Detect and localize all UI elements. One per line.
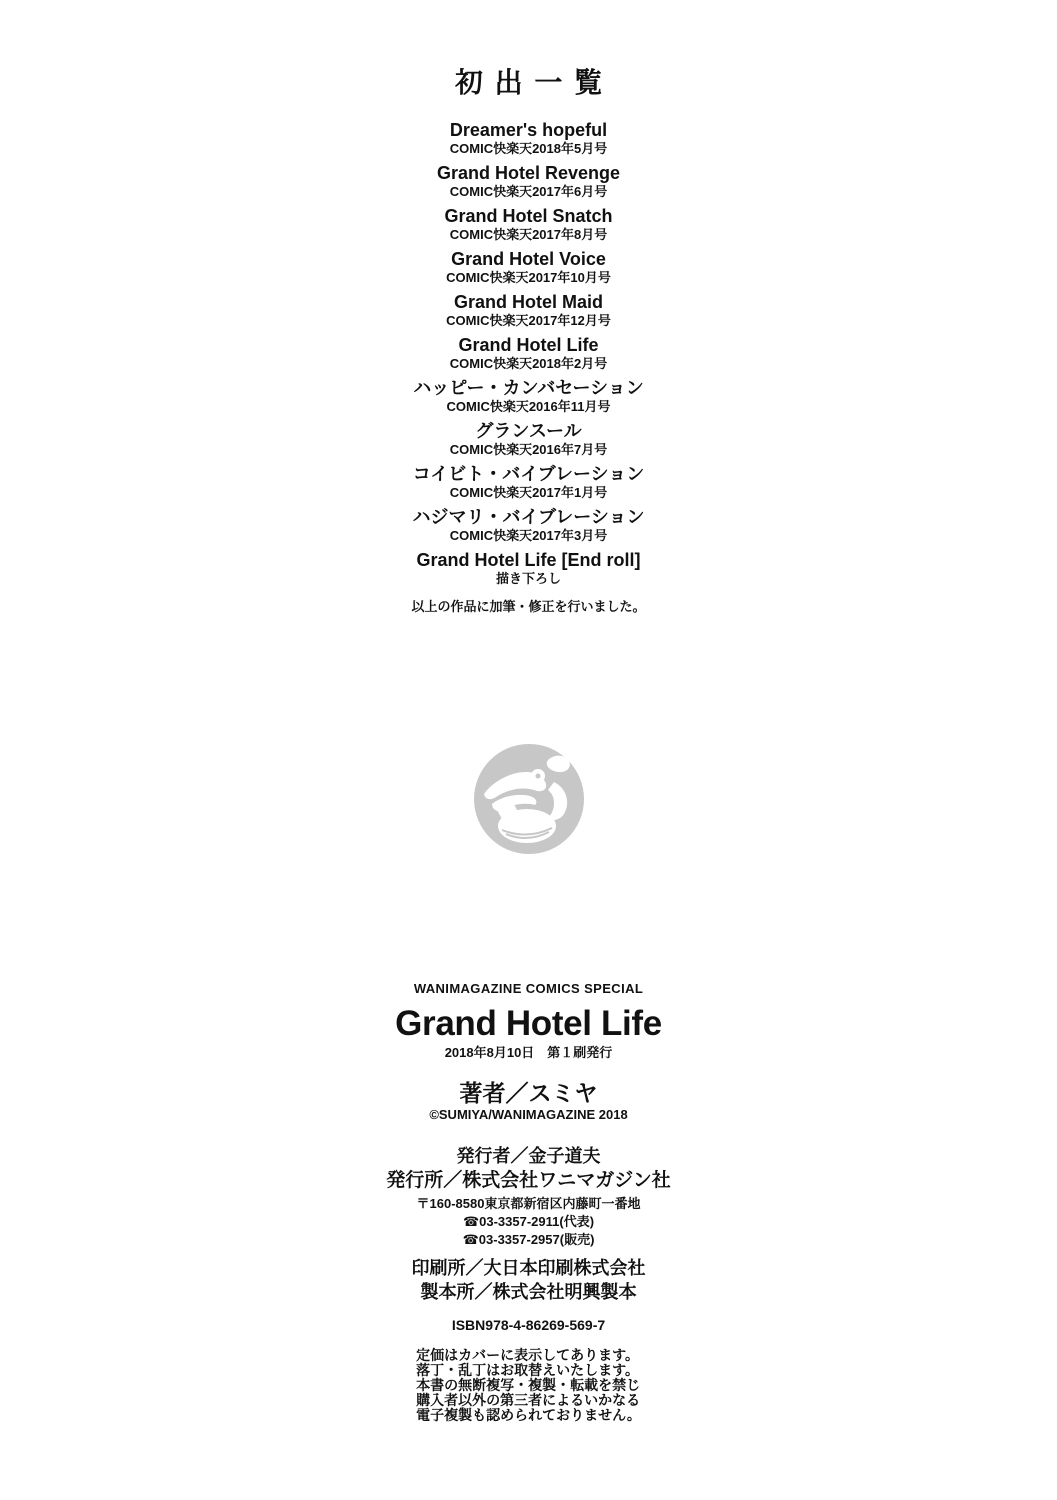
work-title: Grand Hotel Snatch <box>444 206 613 226</box>
legal-notice-block <box>416 1348 641 1423</box>
phone-main-line: ☎03-3357-2911(代表) <box>462 1214 595 1229</box>
notice-line: 落丁・乱丁はお取替えいたします。 <box>416 1362 639 1378</box>
work-title: ハッピー・カンバセーション <box>413 378 644 398</box>
publisher-person-line: 発行者／金子道夫 <box>456 1146 601 1166</box>
notice-line: 本書の無断複写・複製・転載を禁じ <box>416 1377 641 1393</box>
printer-block <box>0 1256 1057 1304</box>
list-item <box>0 378 1057 414</box>
notice-line: 定価はカバーに表示してあります。 <box>416 1347 639 1363</box>
work-source: COMIC快楽天2017年6月号 <box>449 184 608 199</box>
publisher-address-line: 〒160-8580東京都新宿区内藤町一番地 <box>416 1196 641 1211</box>
publication-list <box>0 120 1057 593</box>
work-source: COMIC快楽天2018年5月号 <box>449 141 608 156</box>
list-item <box>0 464 1057 500</box>
work-title: グランスール <box>475 421 582 441</box>
work-source: COMIC快楽天2017年8月号 <box>449 227 608 242</box>
copyright-line: ©SUMIYA/WANIMAGAZINE 2018 <box>429 1107 628 1122</box>
book-title: Grand Hotel Life <box>395 1004 662 1043</box>
work-title: コイビト・バイブレーション <box>412 464 645 484</box>
list-item <box>0 507 1057 543</box>
page-title: 初出一覧 <box>454 67 614 98</box>
work-title: Grand Hotel Revenge <box>436 163 621 183</box>
work-source: 描き下ろし <box>495 571 561 586</box>
list-item <box>0 120 1057 156</box>
work-source: COMIC快楽天2016年7月号 <box>449 442 608 457</box>
list-item <box>0 163 1057 199</box>
work-source: COMIC快楽天2017年3月号 <box>449 528 608 543</box>
list-item <box>0 550 1057 586</box>
publishing-house-line: 発行所／株式会社ワニマガジン社 <box>386 1170 671 1191</box>
crocodile-logo-icon <box>472 742 586 856</box>
phone-sales-line: ☎03-3357-2957(販売) <box>462 1232 595 1247</box>
author-line: 著者／スミヤ <box>459 1080 598 1106</box>
notice-line: 電子複製も認められておりません。 <box>416 1407 641 1423</box>
work-source: COMIC快楽天2017年12月号 <box>446 313 611 328</box>
publisher-logo <box>0 742 1057 856</box>
work-title: Grand Hotel Maid <box>453 292 603 312</box>
work-source: COMIC快楽天2017年1月号 <box>449 485 608 500</box>
legal-notice <box>0 1348 1057 1423</box>
work-title: Grand Hotel Life <box>458 335 599 355</box>
edition-line: 2018年8月10日 第１刷発行 <box>444 1045 613 1060</box>
binder-line: 製本所／株式会社明興製本 <box>420 1282 637 1302</box>
work-title: Grand Hotel Life [End roll] <box>416 550 641 570</box>
notice-line: 購入者以外の第三者によるいかなる <box>416 1392 641 1408</box>
list-item <box>0 421 1057 457</box>
list-item <box>0 335 1057 371</box>
list-item <box>0 292 1057 328</box>
imprint-label: WANIMAGAZINE COMICS SPECIAL <box>413 981 644 996</box>
publisher-block <box>0 1145 1057 1249</box>
work-title: Dreamer's hopeful <box>449 120 608 140</box>
work-source: COMIC快楽天2018年2月号 <box>449 356 608 371</box>
printer-line: 印刷所／大日本印刷株式会社 <box>411 1258 646 1278</box>
work-title: Grand Hotel Voice <box>451 249 606 269</box>
revision-note: 以上の作品に加筆・修正を行いました。 <box>411 599 646 614</box>
list-item <box>0 206 1057 242</box>
work-source: COMIC快楽天2016年11月号 <box>446 399 611 414</box>
isbn-line: ISBN978-4-86269-569-7 <box>451 1317 606 1333</box>
work-title: ハジマリ・バイブレーション <box>412 507 645 527</box>
work-source: COMIC快楽天2017年10月号 <box>446 270 611 285</box>
list-item <box>0 249 1057 285</box>
